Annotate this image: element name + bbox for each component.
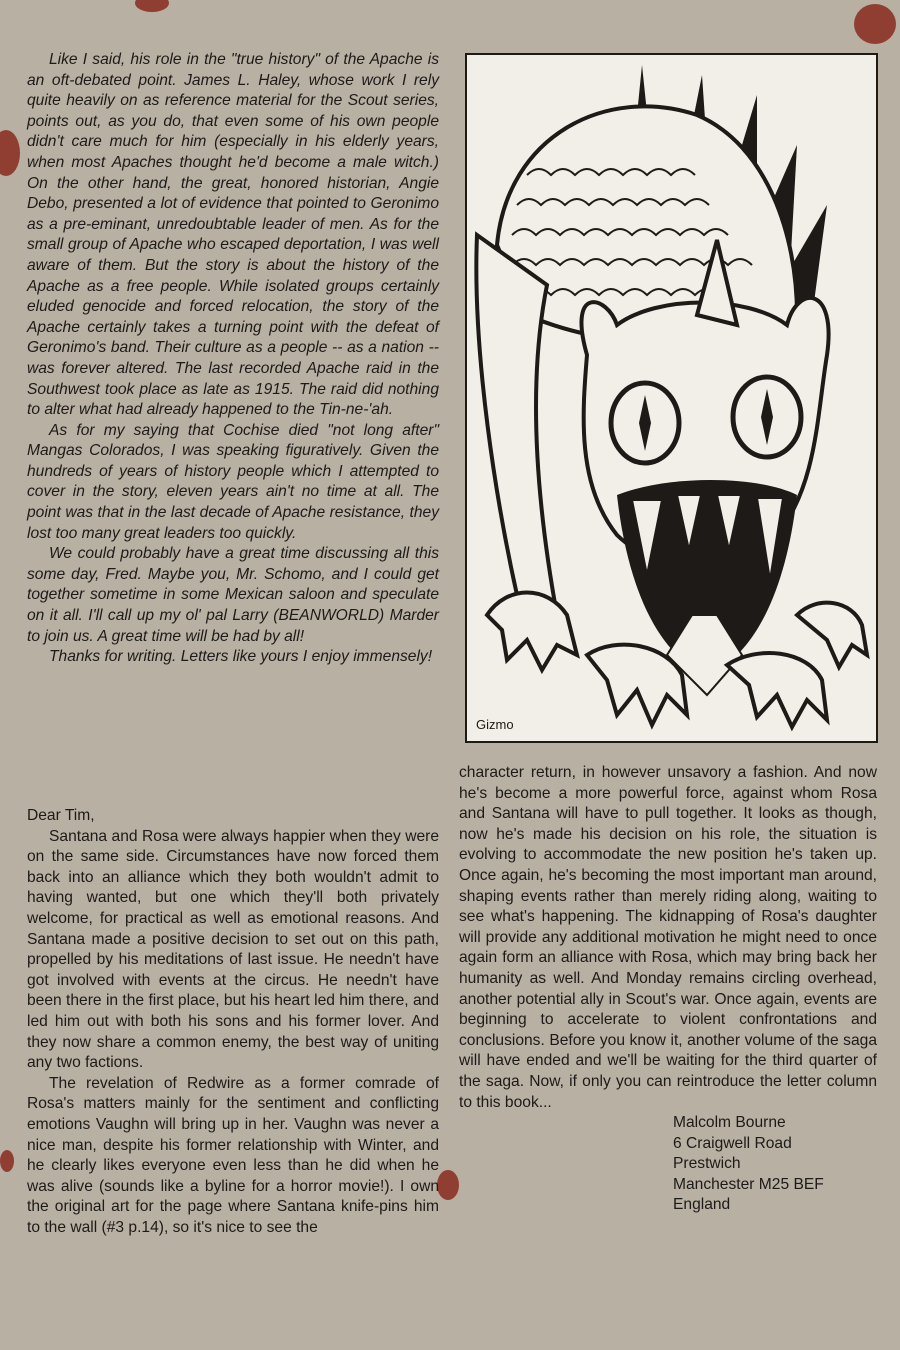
signature-name: Malcolm Bourne	[673, 1114, 786, 1132]
reply-paragraph: We could probably have a great time discussing all this some day, Fred. Maybe you, Mr. Schomo, and I could get together sometime in some Mexican saloon and speculate on it all. I'll call up my ol' pal Larry (BEANWORLD) Marder to join us. A great time will be had by all!	[27, 545, 439, 645]
signature-town: Prestwich	[673, 1155, 741, 1173]
signature-street: 6 Craigwell Road	[673, 1134, 792, 1152]
illustration-caption: Gizmo	[476, 717, 514, 732]
stain-mark	[437, 1170, 459, 1200]
letter-to-tim	[27, 806, 439, 1238]
signature-city: Manchester M25 BEF	[673, 1175, 824, 1193]
left-arm	[476, 235, 557, 615]
letter-paragraph: character return, in however unsavory a fashion. And now he's become a more powerful force, against whom Rosa and Santana will have to pull together. It looks as though, now he's made his decision on his role, the situation is evolving to accommodate the new position he's taken up. Once again, he's becoming the most important man around, shaping events rather than merely riding along, waiting to see what's happening. The kidnapping of Rosa's daughter will provide any additional motivation he might need to once again form an alliance with Rosa, which may bring back her humanity as well. And Monday remains circling overhead, another potential ally in Scout's war. Once again, events are beginning to accelerate to violent confrontations and conclusions. Before you know it, another volume of the saga will have ended and we'll be waiting for the third quarter of the saga. Now, if only you can reintroduce the letter column to this book...	[459, 764, 877, 1111]
reply-paragraph: Thanks for writing. Letters like yours I enjoy immensely!	[49, 648, 433, 666]
signature-block	[459, 1113, 877, 1216]
monster-illustration	[467, 55, 876, 741]
letter-continuation	[459, 763, 877, 1216]
signature-country: England	[673, 1196, 731, 1214]
illustration-frame	[465, 53, 878, 743]
reply-paragraph: As for my saying that Cochise died "not long after" Mangas Colorados, I was speaking figuratively. Given the hundreds of years of history people which I attempted to cover in the story, eleven years ain't no time at all. The point was that in the last decade of Apache resistance, they lost too many great leaders too quickly.	[27, 421, 439, 542]
stain-mark	[0, 1150, 14, 1172]
stain-mark	[135, 0, 169, 12]
letter-salutation: Dear Tim,	[27, 807, 95, 824]
letter-paragraph: The revelation of Redwire as a former comrade of Rosa's matters mainly for the sentiment and conflicting emotions Vaughn will bring up in her. Vaughn was never a nice man, despite his former relationship with Winter, and he clearly likes everyone even less than he did when he was alive (sounds like a byline for a horror movie!). I own the original art for the page where Santana knife-pins him to the wall (#3 p.14), so it's nice to see the	[27, 1074, 439, 1236]
stain-mark	[854, 4, 896, 44]
letter-paragraph: Santana and Rosa were always happier when they were on the same side. Circumstances have now forced them back into an alliance which they both wouldn't admit to having wanted, but one which they'll both privately welcome, for practical as well as emotional reasons. And Santana made a positive decision to set out on this path, propelled by his meditations of last issue. He needn't have got involved with events at the circus. He needn't have been there in the first place, but his heart led him there, and led him out with both his sons and his former lover. And they now share a common enemy, the best way of uniting any two factions.	[27, 827, 439, 1072]
reply-paragraph: Like I said, his role in the "true history" of the Apache is an oft-debated point. James L. Haley, whose work I rely quite heavily on as reference material for the Scout series, points out, as you do, that even some of his own people didn't care much for him (especially in his elderly years, when most Apaches thought he'd become a male witch.) On the other hand, the great, honored historian, Angie Debo, presented a lot of evidence that pointed to Geronimo as a pre-eminant, unredoubtable leader of men. As for the small group of Apache who escaped deportation, I was well aware of them. But the story is about the history of the Apache as a free people. While isolated groups certainly eluded genocide and forced relocation, the story of the Apache certainly takes a turning point with the defeat of Geronimo's band. Their culture as a people -- as a nation -- was forever altered. The last recorded Apache raid in the Southwest took place as late as 1915. The raid did nothing to alter what had already happened to the Tin-ne-'ah.	[27, 51, 439, 419]
stain-mark	[0, 130, 20, 176]
reply-to-fred	[27, 50, 439, 668]
